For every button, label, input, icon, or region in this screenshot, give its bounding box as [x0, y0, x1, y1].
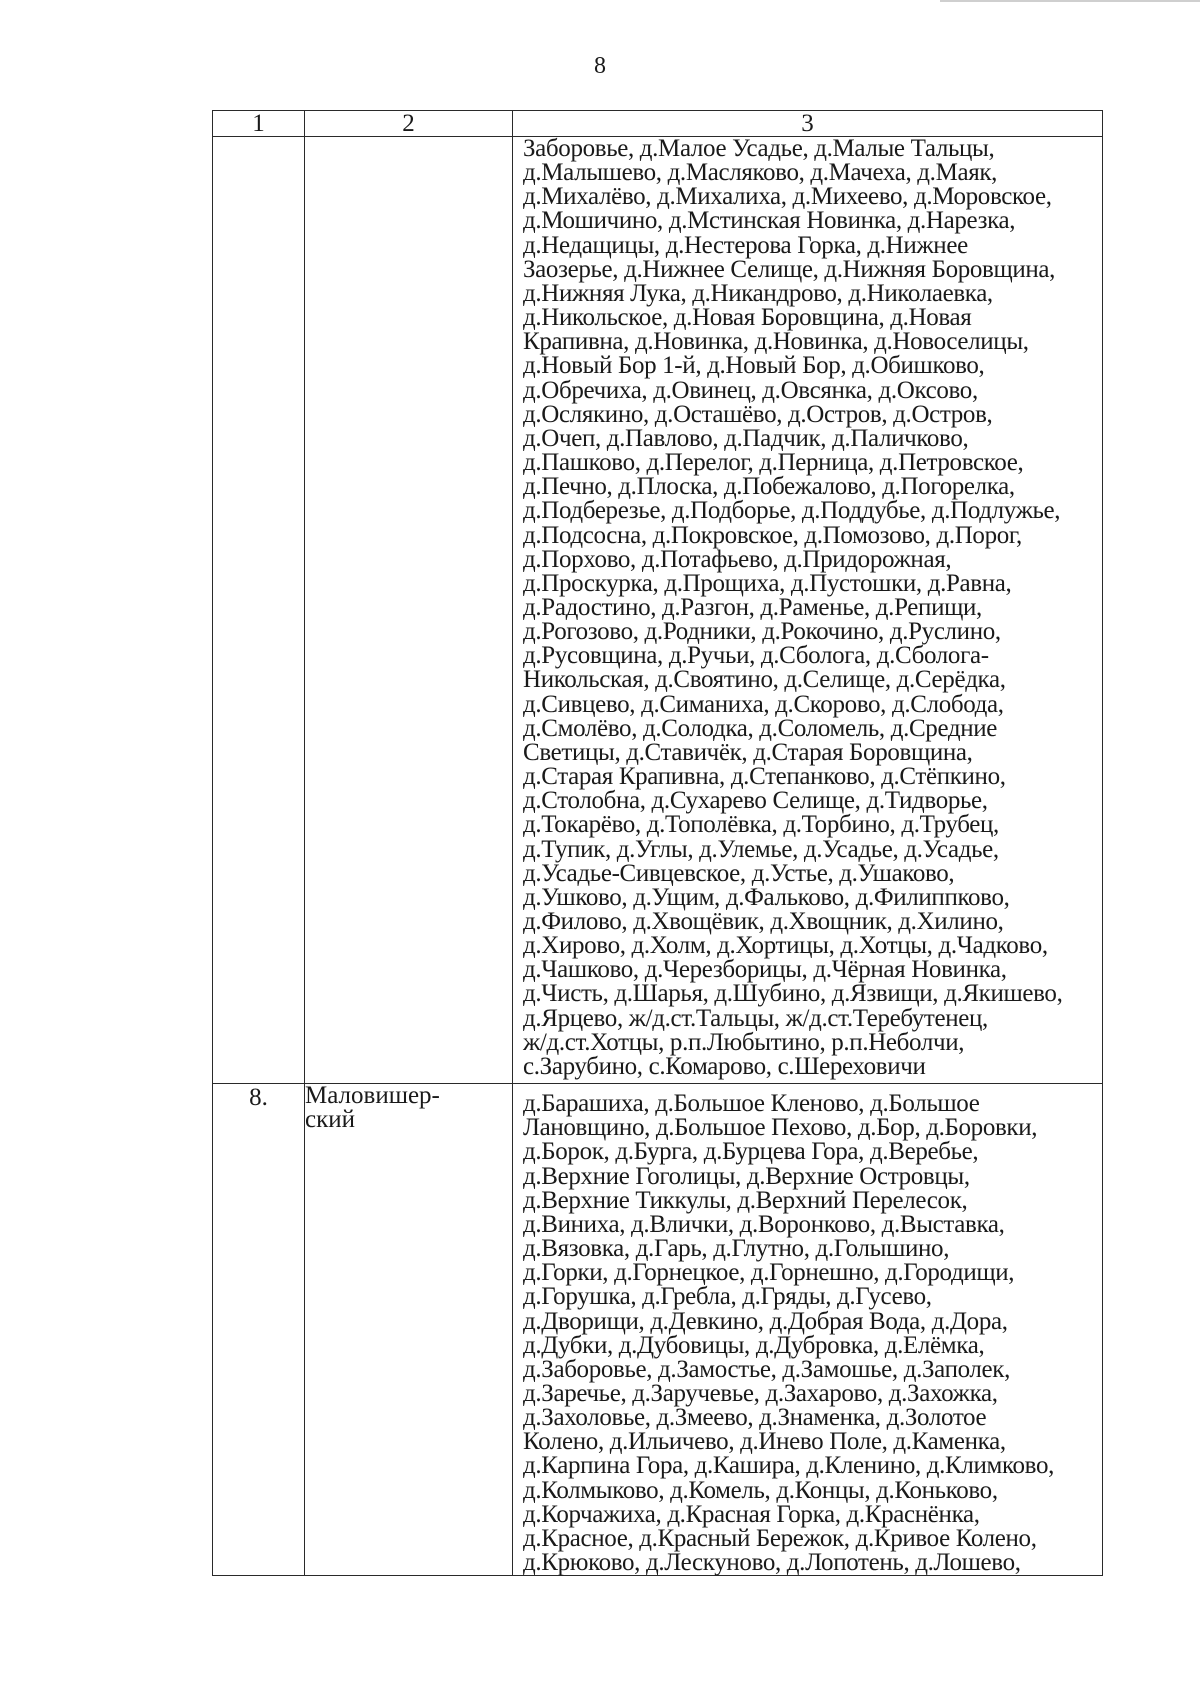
settlement-line: д.Пашково, д.Перелог, д.Перница, д.Петровское, — [523, 449, 1024, 477]
settlement-line: д.Верхние Тиккулы, д.Верхний Перелесок, — [523, 1186, 968, 1214]
header-column-3: 3 — [513, 111, 1103, 137]
settlement-line: д.Сивцево, д.Симаниха, д.Скорово, д.Слобода, — [523, 690, 1004, 718]
settlement-line: д.Старая Крапивна, д.Степанково, д.Стёпкино, — [523, 763, 1006, 791]
settlement-line: Крапивна, д.Новинка, д.Новинка, д.Новоселицы, — [523, 328, 1029, 356]
settlement-line: Никольская, д.Своятино, д.Селище, д.Серёдка, — [523, 666, 1006, 694]
table-row-district-8 — [213, 1084, 1103, 1576]
settlement-line: д.Усадье-Сивцевское, д.Устье, д.Ушаково, — [523, 859, 955, 887]
settlement-line: д.Рогозово, д.Родники, д.Рокочино, д.Руслино, — [523, 618, 1001, 646]
settlement-line: д.Никольское, д.Новая Боровщина, д.Новая — [523, 304, 972, 332]
settlement-line: д.Михалёво, д.Михалиха, д.Михеево, д.Моровское, — [523, 183, 1052, 211]
table-header-row — [213, 111, 1103, 137]
settlement-line: д.Заборовье, д.Замостье, д.Замошье, д.Заполек, — [523, 1355, 1011, 1383]
settlement-line: д.Тупик, д.Углы, д.Улемье, д.Усадье, д.Усадье, — [523, 835, 999, 863]
settlement-line: д.Борок, д.Бурга, д.Бурцева Гора, д.Веребье, — [523, 1138, 979, 1166]
settlement-line: д.Филово, д.Хвощёвик, д.Хвощник, д.Хилино, — [523, 908, 1004, 935]
settlements-list — [513, 1084, 1102, 1575]
settlement-line: д.Захоловье, д.Змеево, д.Знаменка, д.Золотое — [523, 1404, 987, 1432]
settlement-line: с.Зарубино, с.Комарово, с.Шереховичи — [523, 1052, 926, 1080]
settlement-line: Заборовье, д.Малое Усадье, д.Малые Тальцы, — [523, 135, 995, 162]
settlement-line: д.Карпина Гора, д.Кашира, д.Кленино, д.Климково, — [523, 1452, 1055, 1480]
settlement-line: ж/д.ст.Хотцы, р.п.Любытино, р.п.Неболчи, — [523, 1028, 965, 1056]
settlement-line: д.Печно, д.Плоска, д.Побежалово, д.Погорелка, — [523, 473, 1015, 501]
settlement-line: д.Барашиха, д.Большое Кленово, д.Большое — [523, 1090, 980, 1118]
header-column-1: 1 — [213, 111, 305, 137]
settlement-line: Светицы, д.Ставичёк, д.Старая Боровщина, — [523, 738, 973, 766]
settlements-table — [212, 110, 1103, 1576]
settlement-line: д.Проскурка, д.Прощиха, д.Пустошки, д.Равна, — [523, 569, 1012, 597]
settlement-line: д.Недащицы, д.Нестерова Горка, д.Нижнее — [523, 231, 968, 259]
settlement-line: д.Мошичино, д.Мстинская Новинка, д.Нарезка, — [523, 207, 1016, 235]
settlements-list — [513, 137, 1102, 1083]
settlement-line: д.Верхние Гоголицы, д.Верхние Островцы, — [523, 1162, 970, 1190]
table-row-continued — [213, 137, 1103, 1084]
settlement-line: д.Обречиха, д.Овинец, д.Овсянка, д.Оксово, — [523, 376, 978, 404]
header-column-2: 2 — [305, 111, 513, 137]
settlement-line: д.Заречье, д.Заручевье, д.Захарово, д.Захожка, — [523, 1379, 998, 1407]
settlement-line: д.Дубки, д.Дубовицы, д.Дубровка, д.Елёмка, — [523, 1331, 985, 1359]
settlement-line: д.Крюково, д.Лескуново, д.Лопотень, д.Лошево, — [523, 1549, 1021, 1577]
settlement-line: д.Ярцево, ж/д.ст.Тальцы, ж/д.ст.Теребутенец, — [523, 1004, 988, 1032]
settlements-cell — [513, 137, 1103, 1084]
settlement-line: Заозерье, д.Нижнее Селище, д.Нижняя Боровщина, — [523, 255, 1056, 283]
settlement-line: д.Очеп, д.Павлово, д.Падчик, д.Паличково, — [523, 424, 969, 452]
district-cell — [305, 137, 513, 1084]
settlement-line: Лановщино, д.Большое Пехово, д.Бор, д.Боровки, — [523, 1114, 1038, 1142]
settlement-line: д.Дворищи, д.Девкино, д.Добрая Вода, д.Дора, — [523, 1307, 1008, 1335]
settlement-line: д.Хирово, д.Холм, д.Хортицы, д.Хотцы, д.Чадково, — [523, 932, 1048, 960]
settlement-line: д.Горки, д.Горнецкое, д.Горнешно, д.Городищи, — [523, 1259, 1015, 1287]
settlement-line: Колено, д.Ильичево, д.Инево Поле, д.Каменка, — [523, 1428, 1006, 1456]
settlement-line: д.Корчажиха, д.Красная Горка, д.Краснёнка, — [523, 1500, 980, 1528]
settlements-cell — [513, 1084, 1103, 1576]
settlement-line: д.Красное, д.Красный Бережок, д.Кривое Колено, — [523, 1524, 1037, 1552]
settlement-line: д.Вязовка, д.Гарь, д.Глутно, д.Голышино, — [523, 1235, 950, 1263]
settlement-line: д.Горушка, д.Гребла, д.Гряды, д.Гусево, — [523, 1283, 932, 1311]
settlement-line: д.Ушково, д.Ущим, д.Фальково, д.Филиппково, — [523, 883, 1010, 911]
row-number-cell: 8. — [213, 1084, 305, 1576]
settlement-line: д.Подсосна, д.Покровское, д.Помозово, д.Порог, — [523, 521, 1022, 549]
scan-edge-mark — [940, 0, 1200, 2]
settlement-line: д.Виниха, д.Влички, д.Воронково, д.Выставка, — [523, 1210, 1005, 1238]
settlement-line: д.Чисть, д.Шарья, д.Шубино, д.Язвищи, д.Якишево, — [523, 980, 1063, 1008]
settlement-line: д.Ослякино, д.Осташёво, д.Остров, д.Остров, — [523, 400, 993, 428]
settlement-line: д.Малышево, д.Масляково, д.Мачеха, д.Маяк, — [523, 159, 998, 187]
settlement-line: д.Колмыково, д.Комель, д.Концы, д.Коньково, — [523, 1476, 998, 1504]
settlement-line: д.Новый Бор 1-й, д.Новый Бор, д.Обишково, — [523, 352, 985, 380]
settlement-line: д.Нижняя Лука, д.Никандрово, д.Николаевка, — [523, 279, 993, 307]
district-name-line: Маловишер- — [305, 1082, 440, 1110]
settlement-line: д.Радостино, д.Разгон, д.Раменье, д.Репищи, — [523, 593, 982, 621]
district-cell — [305, 1084, 513, 1576]
settlement-line: д.Чашково, д.Черезборицы, д.Чёрная Новинка, — [523, 956, 1007, 984]
settlement-line: д.Русовщина, д.Ручьи, д.Сбологa, д.Сболога- — [523, 642, 989, 670]
settlement-line: д.Смолёво, д.Солодка, д.Соломель, д.Средние — [523, 714, 998, 742]
settlement-line: д.Токарёво, д.Тополёвка, д.Торбино, д.Трубец, — [523, 811, 999, 839]
row-number-cell — [213, 137, 305, 1084]
district-name-line: ский — [305, 1106, 355, 1134]
settlement-line: д.Подберезье, д.Подборье, д.Поддубье, д.Подлужье, — [523, 497, 1061, 525]
settlement-line: д.Столобна, д.Сухарево Селище, д.Тидворье, — [523, 787, 988, 815]
page-number: 8 — [594, 53, 606, 79]
settlement-line: д.Порхово, д.Потафьево, д.Придорожная, — [523, 545, 952, 573]
